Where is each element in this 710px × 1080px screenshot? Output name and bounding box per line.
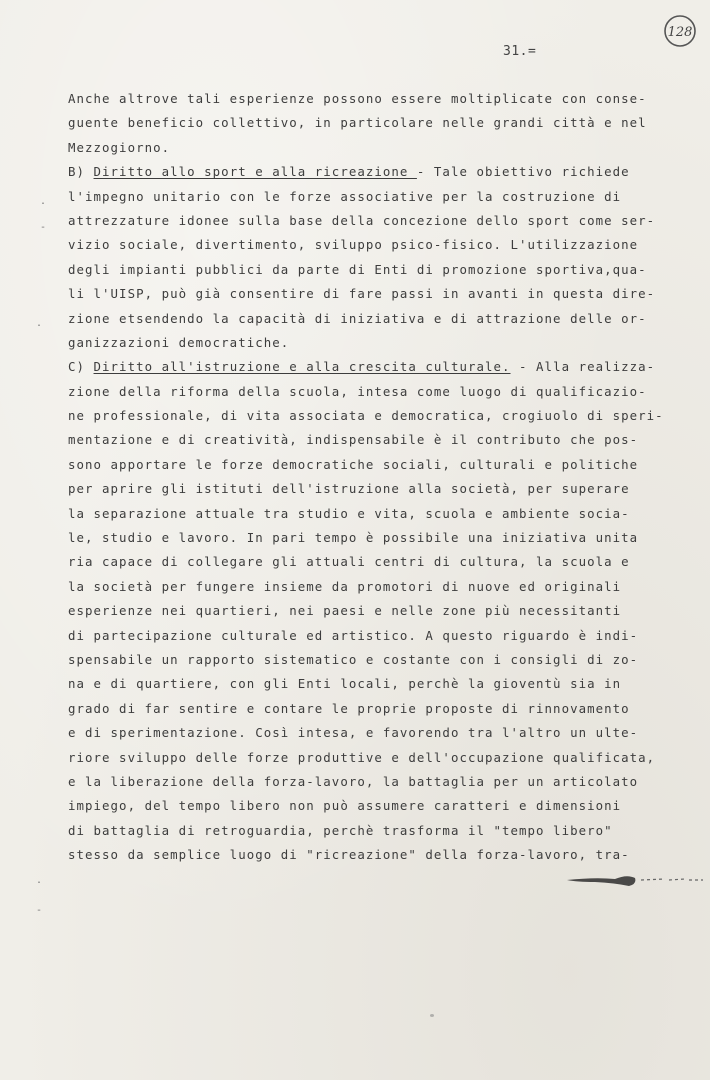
text-line [68,697,698,721]
text-segment: B) [68,164,94,180]
margin-dot: . [36,875,43,886]
paper-speck [430,1014,434,1017]
text-segment: e la liberazione della forza-lavoro, la battaglia per un articolato [68,773,639,789]
page-number: 31.= [503,44,537,59]
text-segment: impiego, del tempo libero non può assumere caratteri e dimensioni [68,798,622,814]
text-line [68,282,698,306]
text-line [68,307,698,331]
text-line [68,453,698,477]
text-segment: stesso da semplice luogo di "ricreazione" della forza-lavoro, tra- [68,847,630,863]
archive-stamp [663,14,697,48]
text-line [68,721,698,745]
text-segment: sono apportare le forze democratiche sociali, culturali e politiche [68,456,639,472]
text-segment: ganizzazioni democratiche. [68,334,290,350]
text-line [68,428,698,452]
margin-dash: - [36,905,43,916]
text-line [68,160,698,184]
text-segment: esperienze nei quartieri, nei paesi e nelle zone più necessitanti [68,603,622,619]
text-segment: Anche altrove tali esperienze possono essere moltiplicate con conse- [68,91,647,106]
margin-dot: . [36,318,43,329]
margin-dot: . [40,196,47,207]
section-heading: Diritto all'istruzione e alla crescita culturale. [93,359,511,375]
text-segment: Mezzogiorno. [68,139,171,155]
text-segment: ne professionale, di vita associata e democratica, crogiuolo di speri- [68,408,664,424]
text-segment: attrezzature idonee sulla base della concezione dello sport come ser- [68,212,656,228]
margin-dash: - [40,222,47,233]
text-segment: grado di far sentire e contare le proprie proposte di rinnovamento [68,700,630,716]
text-line [68,819,698,843]
text-line [68,624,698,648]
text-line [68,672,698,696]
text-line [68,87,698,111]
text-segment: ria capace di collegare gli attuali centri di cultura, la scuola e [68,554,630,570]
text-line [68,111,698,135]
text-line [68,648,698,672]
text-segment: vizio sociale, divertimento, sviluppo psico-fisico. L'utilizzazione [68,237,639,253]
text-segment: spensabile un rapporto sistematico e costante con i consigli di zo- [68,651,639,667]
section-heading: Diritto allo sport e alla ricreazione [93,164,417,180]
text-line [68,209,698,233]
text-segment: la separazione attuale tra studio e vita, scuola e ambiente socia- [68,505,630,521]
text-segment: di partecipazione culturale ed artistico. A questo riguardo è indi- [68,627,639,643]
text-line [68,746,698,770]
text-line [68,575,698,599]
text-segment: di battaglia di retroguardia, perchè trasforma il "tempo libero" [68,822,613,838]
text-segment: l'impegno unitario con le forze associative per la costruzione di [68,188,622,204]
text-line [68,502,698,526]
ink-smudge [565,870,705,890]
text-segment: zione della riforma della scuola, intesa come luogo di qualificazio- [68,383,647,399]
text-segment: zione etsendendo la capacità di iniziativa e di attrazione delle or- [68,310,647,326]
text-line [68,136,698,160]
text-line [68,477,698,501]
text-line [68,843,698,867]
text-line [68,233,698,257]
text-segment: degli impianti pubblici da parte di Enti di promozione sportiva,qua- [68,261,647,277]
text-segment: li l'UISP, può già consentire di fare passi in avanti in questa dire- [68,286,656,302]
text-segment: per aprire gli istituti dell'istruzione alla società, per superare [68,481,630,497]
text-segment: guente beneficio collettivo, in particolare nelle grandi città e nel [68,115,647,131]
text-line [68,380,698,404]
text-line [68,794,698,818]
text-line [68,185,698,209]
text-segment: - Tale obiettivo richiede [416,164,630,180]
text-line [68,550,698,574]
text-segment: - Alla realizza- [510,359,656,375]
text-segment: na e di quartiere, con gli Enti locali, perchè la gioventù sia in [68,676,622,692]
text-segment: riore sviluppo delle forze produttive e dell'occupazione qualificata, [68,749,656,765]
text-segment: mentazione e di creatività, indispensabile è il contributo che pos- [68,432,639,448]
text-line [68,258,698,282]
body-text [68,87,698,868]
text-line [68,770,698,794]
text-segment: C) [68,359,94,375]
text-line [68,331,698,355]
text-segment: e di sperimentazione. Così intesa, e favorendo tra l'altro un ulte- [68,725,639,741]
text-line [68,526,698,550]
text-line [68,599,698,623]
text-line [68,355,698,379]
svg-text:128: 128 [667,25,693,40]
text-segment: la società per fungere insieme da promotori di nuove ed originali [68,578,622,594]
text-segment: le, studio e lavoro. In pari tempo è possibile una iniziativa unita [68,530,639,546]
text-line [68,404,698,428]
